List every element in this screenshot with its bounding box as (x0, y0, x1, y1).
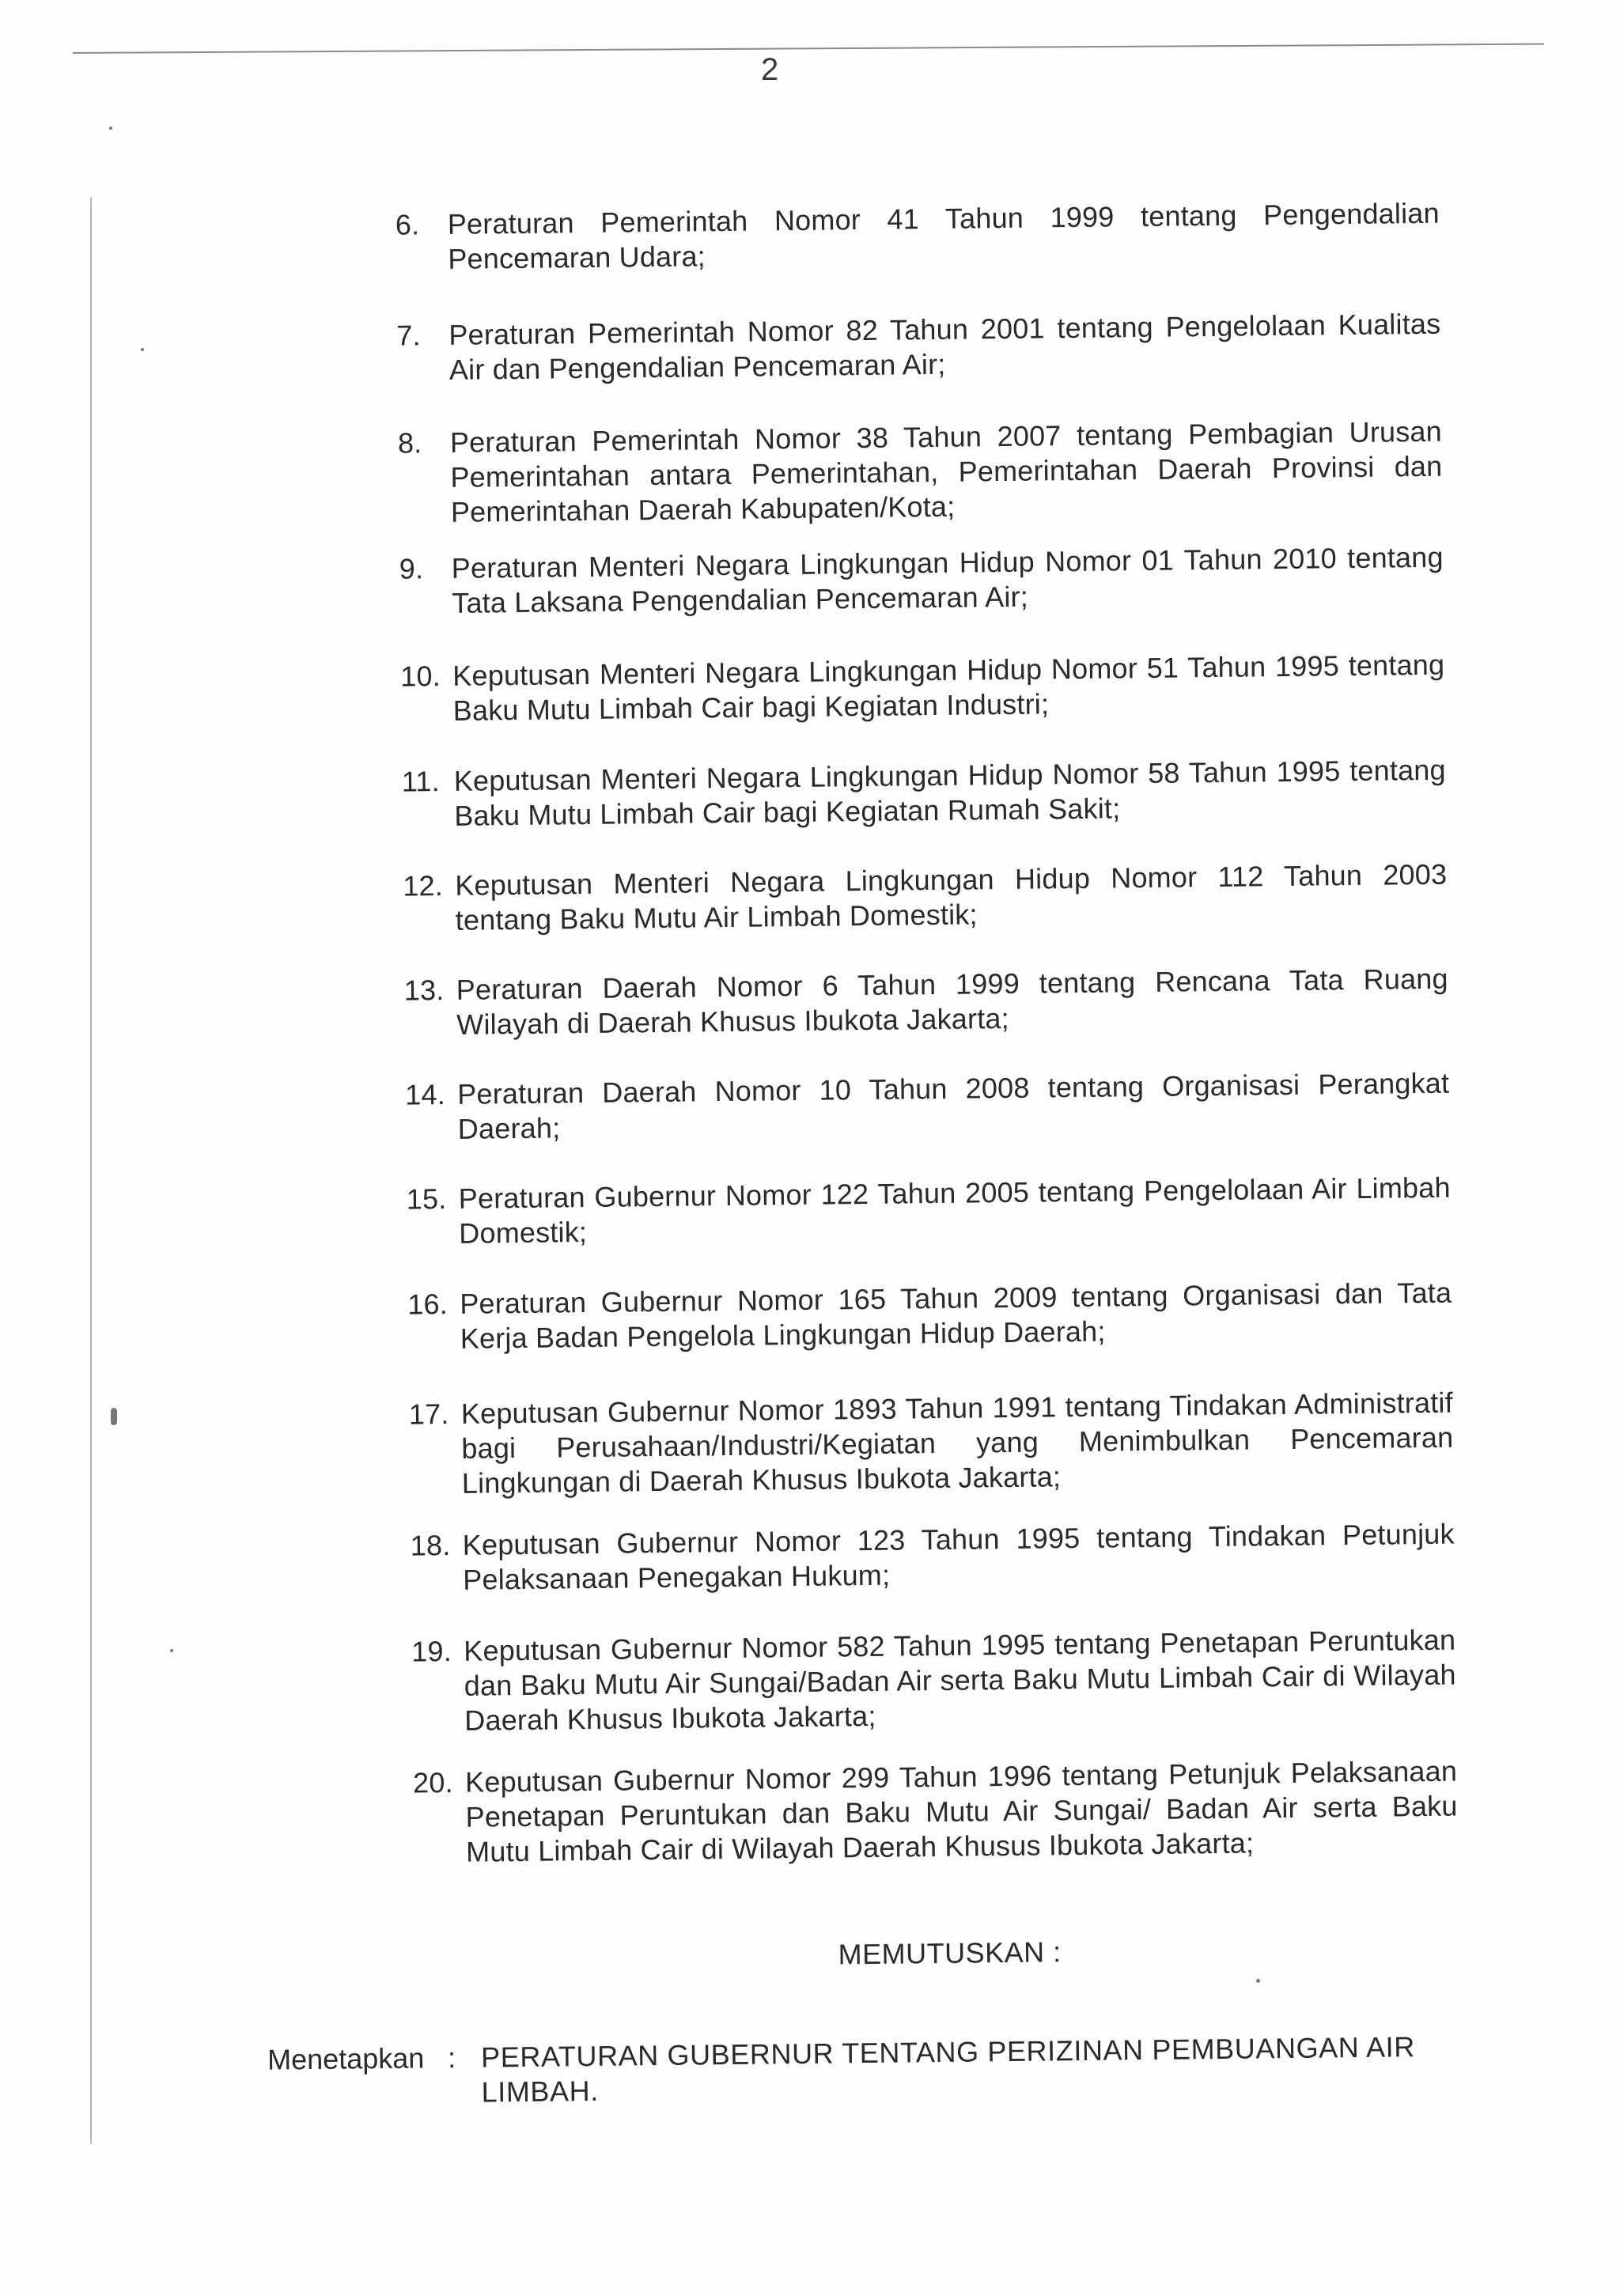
list-item (407, 1276, 1452, 1357)
item-number: 10. (400, 660, 441, 693)
page-number: 2 (761, 52, 779, 87)
item-text: Peraturan Pemerintah Nomor 38 Tahun 2007 tentang Pembagian Urusan Pemerintahan antara Pemerintahan, Pemerintahan Daerah Provinsi dan Pemerintahan Daerah Kabupaten/Kota; (449, 414, 1443, 528)
decree-colon: : (447, 2041, 456, 2075)
item-text: Keputusan Menteri Negara Lingkungan Hidup Nomor 58 Tahun 1995 tentang Baku Mutu Limbah Cair bagi Kegiatan Rumah Sakit; (453, 753, 1446, 832)
item-number: 12. (403, 869, 444, 902)
list-item (399, 540, 1444, 622)
item-number: 19. (411, 1634, 452, 1668)
list-item (411, 1517, 1455, 1598)
item-text: Peraturan Daerah Nomor 10 Tahun 2008 tentang Organisasi Perangkat Daerah; (457, 1066, 1450, 1145)
list-item (409, 1386, 1454, 1502)
item-text: Peraturan Gubernur Nomor 122 Tahun 2005 tentang Pengelolaan Air Limbah Domestik; (458, 1171, 1451, 1250)
list-item (404, 962, 1449, 1043)
item-text: Peraturan Pemerintah Nomor 82 Tahun 2001 tentang Pengelolaan Kualitas Air dan Pengendalian Pencemaran Air; (449, 307, 1441, 386)
list-item (400, 648, 1445, 729)
decree-statement (267, 2029, 1470, 2112)
item-text: Peraturan Menteri Negara Lingkungan Hidup Nomor 01 Tahun 2010 tentang Tata Laksana Pengendalian Pencemaran Air; (451, 540, 1444, 619)
item-number: 15. (406, 1182, 447, 1216)
item-text: Peraturan Gubernur Nomor 165 Tahun 2009 tentang Organisasi dan Tata Kerja Badan Pengelola Lingkungan Hidup Daerah; (460, 1276, 1452, 1355)
item-number: 7. (396, 319, 422, 352)
item-number: 16. (407, 1288, 449, 1321)
list-item (403, 857, 1448, 939)
item-text: Keputusan Menteri Negara Lingkungan Hidup Nomor 112 Tahun 2003 tentang Baku Mutu Air Limbah Domestik; (455, 857, 1448, 936)
item-number: 14. (405, 1078, 446, 1111)
item-text: Keputusan Gubernur Nomor 123 Tahun 1995 tentang Tindakan Petunjuk Pelaksanaan Penegakan Hukum; (462, 1517, 1455, 1596)
list-item (396, 307, 1441, 388)
item-number: 11. (401, 765, 441, 798)
list-item (407, 1171, 1452, 1252)
item-number: 20. (412, 1765, 454, 1799)
list-item (405, 1066, 1450, 1148)
item-number: 18. (410, 1529, 451, 1562)
decree-label: Menetapkan (267, 2041, 425, 2076)
item-text: Peraturan Pemerintah Nomor 41 Tahun 1999 tentang Pengendalian Pencemaran Udara; (447, 196, 1440, 275)
list-item (402, 753, 1447, 834)
decision-heading: MEMUTUSKAN : (838, 1935, 1062, 1971)
item-text: Keputusan Gubernur Nomor 299 Tahun 1996 tentang Petunjuk Pelaksanaan Penetapan Peruntukan dan Baku Mutu Air Sungai/ Badan Air serta Baku Mutu Limbah Cair di Wilayah Daerah Khusus Ibukota Jakarta; (464, 1754, 1458, 1868)
decree-text: PERATURAN GUBERNUR TENTANG PERIZINAN PEMBUANGAN AIR LIMBAH. (480, 2030, 1416, 2109)
item-text: Peraturan Daerah Nomor 6 Tahun 1999 tentang Rencana Tata Ruang Wilayah di Daerah Khusus Ibukota Jakarta; (456, 962, 1448, 1041)
item-text: Keputusan Gubernur Nomor 582 Tahun 1995 tentang Penetapan Peruntukan dan Baku Mutu Air Sungai/Badan Air serta Baku Mutu Limbah Cair di Wilayah Daerah Khusus Ibukota Jakarta; (464, 1623, 1456, 1737)
item-number: 17. (408, 1398, 449, 1431)
list-item (398, 414, 1443, 531)
item-text: Keputusan Menteri Negara Lingkungan Hidup Nomor 51 Tahun 1995 tentang Baku Mutu Limbah Cair bagi Kegiatan Industri; (452, 648, 1445, 727)
list-item (411, 1623, 1456, 1739)
item-text: Keputusan Gubernur Nomor 1893 Tahun 1991 tentang Tindakan Administratif bagi Perusahaan/Industri/Kegiatan yang Menimbulkan Pencemaran Lingkungan di Daerah Khusus Ibukota Jakarta; (460, 1386, 1454, 1500)
item-number: 6. (395, 208, 420, 241)
list-item (396, 196, 1440, 278)
item-number: 8. (397, 426, 422, 460)
item-number: 13. (403, 974, 445, 1007)
item-number: 9. (399, 552, 424, 585)
list-item (413, 1754, 1458, 1870)
